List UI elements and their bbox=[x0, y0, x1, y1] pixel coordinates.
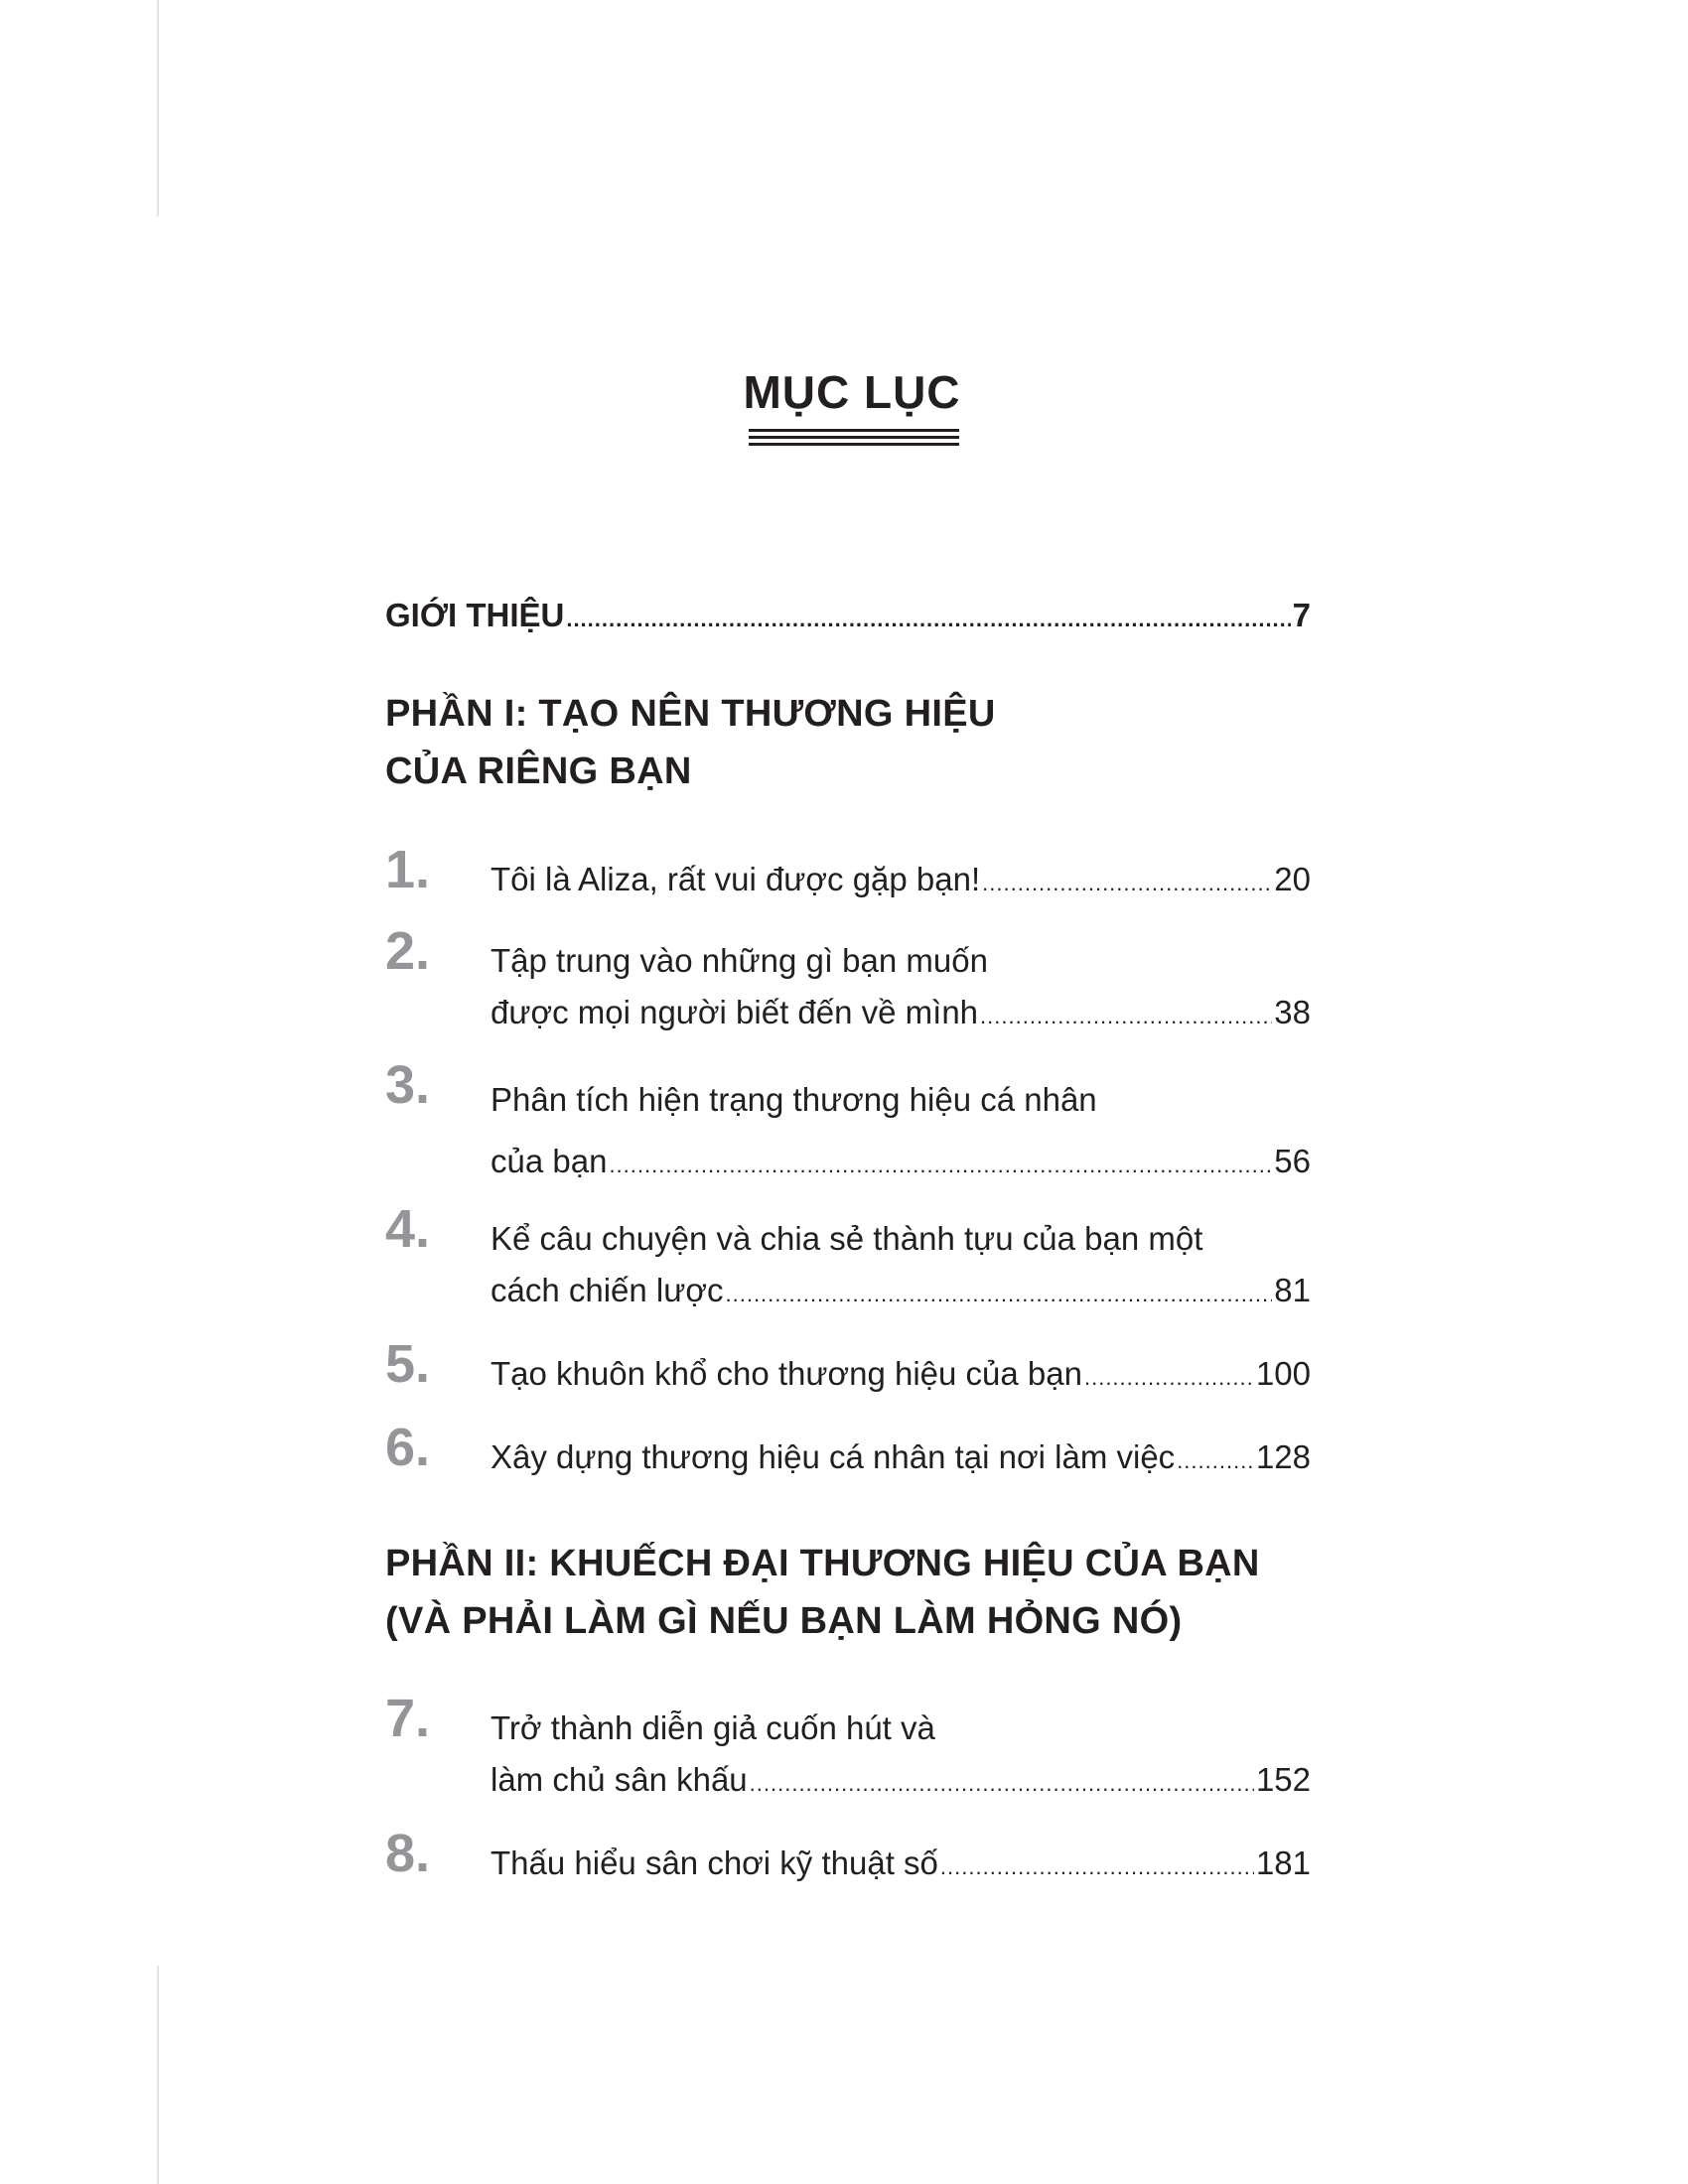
chapter-number: 6. bbox=[385, 1418, 431, 1477]
part-1-title bbox=[385, 685, 996, 800]
dot-leader bbox=[1177, 1435, 1254, 1487]
dot-leader bbox=[940, 1842, 1254, 1893]
chapter-number: 7. bbox=[385, 1689, 431, 1748]
chapter-page: 128 bbox=[1255, 1438, 1311, 1475]
dot-leader bbox=[609, 1135, 1272, 1196]
page-title: MỤC LỤC bbox=[743, 366, 961, 418]
part-1-title-line: PHẦN I: TẠO NÊN THƯƠNG HIỆU bbox=[385, 693, 996, 735]
chapter-title: được mọi người biết đến về mình bbox=[491, 994, 979, 1030]
chapter-title: làm chủ sân khấu bbox=[491, 1761, 748, 1798]
chapter-page: 38 bbox=[1274, 994, 1311, 1030]
part-2-title bbox=[385, 1535, 1260, 1650]
chapter-title: Tạo khuôn khổ cho thương hiệu của bạn bbox=[491, 1355, 1082, 1392]
chapter-number: 1. bbox=[385, 840, 431, 899]
dot-leader bbox=[750, 1758, 1254, 1810]
dot-leader bbox=[982, 858, 1272, 909]
dot-leader bbox=[980, 991, 1272, 1042]
chapter-title: Tôi là Aliza, rất vui được gặp bạn! bbox=[491, 861, 981, 897]
page-edge-line-bottom bbox=[157, 1966, 159, 2184]
chapter-page: 81 bbox=[1274, 1272, 1311, 1308]
chapter-title-line: Phân tích hiện trạng thương hiệu cá nhân bbox=[491, 1081, 1097, 1118]
dot-leader bbox=[726, 1269, 1273, 1320]
chapter-title: cách chiến lược bbox=[491, 1272, 724, 1308]
chapter-page: 181 bbox=[1255, 1844, 1311, 1881]
chapter-title-line: Trở thành diễn giả cuốn hút và bbox=[491, 1709, 935, 1746]
chapter-number: 5. bbox=[385, 1334, 431, 1394]
dot-leader bbox=[566, 600, 1290, 639]
chapter-page: 20 bbox=[1274, 861, 1311, 897]
chapter-page: 56 bbox=[1274, 1143, 1311, 1179]
chapter-title: Thấu hiểu sân chơi kỹ thuật số bbox=[491, 1844, 938, 1881]
chapter-title: Xây dựng thương hiệu cá nhân tại nơi làm việc bbox=[491, 1438, 1176, 1475]
page-edge-line-top bbox=[157, 0, 159, 216]
part-2-title-line: (VÀ PHẢI LÀM GÌ NẾU BẠN LÀM HỎNG NÓ) bbox=[385, 1600, 1183, 1642]
part-1-title-line: CỦA RIÊNG BẠN bbox=[385, 751, 692, 792]
chapter-page: 100 bbox=[1255, 1355, 1311, 1392]
toc-intro-page: 7 bbox=[1292, 597, 1311, 633]
title-rule bbox=[749, 436, 959, 439]
chapter-number: 2. bbox=[385, 921, 431, 981]
title-rule bbox=[749, 429, 959, 432]
chapter-page: 152 bbox=[1255, 1761, 1311, 1798]
chapter-title-line: Kể câu chuyện và chia sẻ thành tựu của bạn một bbox=[491, 1220, 1203, 1257]
chapter-title-line: Tập trung vào những gì bạn muốn bbox=[491, 942, 988, 979]
toc-intro-label: GIỚI THIỆU bbox=[385, 597, 565, 633]
toc-intro-entry[interactable] bbox=[385, 596, 1311, 639]
chapter-title: của bạn bbox=[491, 1143, 608, 1179]
title-rule bbox=[749, 443, 959, 446]
chapter-number: 8. bbox=[385, 1824, 431, 1883]
chapter-number: 3. bbox=[385, 1055, 431, 1115]
chapter-number: 4. bbox=[385, 1199, 431, 1259]
dot-leader bbox=[1084, 1352, 1254, 1404]
part-2-title-line: PHẦN II: KHUẾCH ĐẠI THƯƠNG HIỆU CỦA BẠN bbox=[385, 1543, 1260, 1584]
